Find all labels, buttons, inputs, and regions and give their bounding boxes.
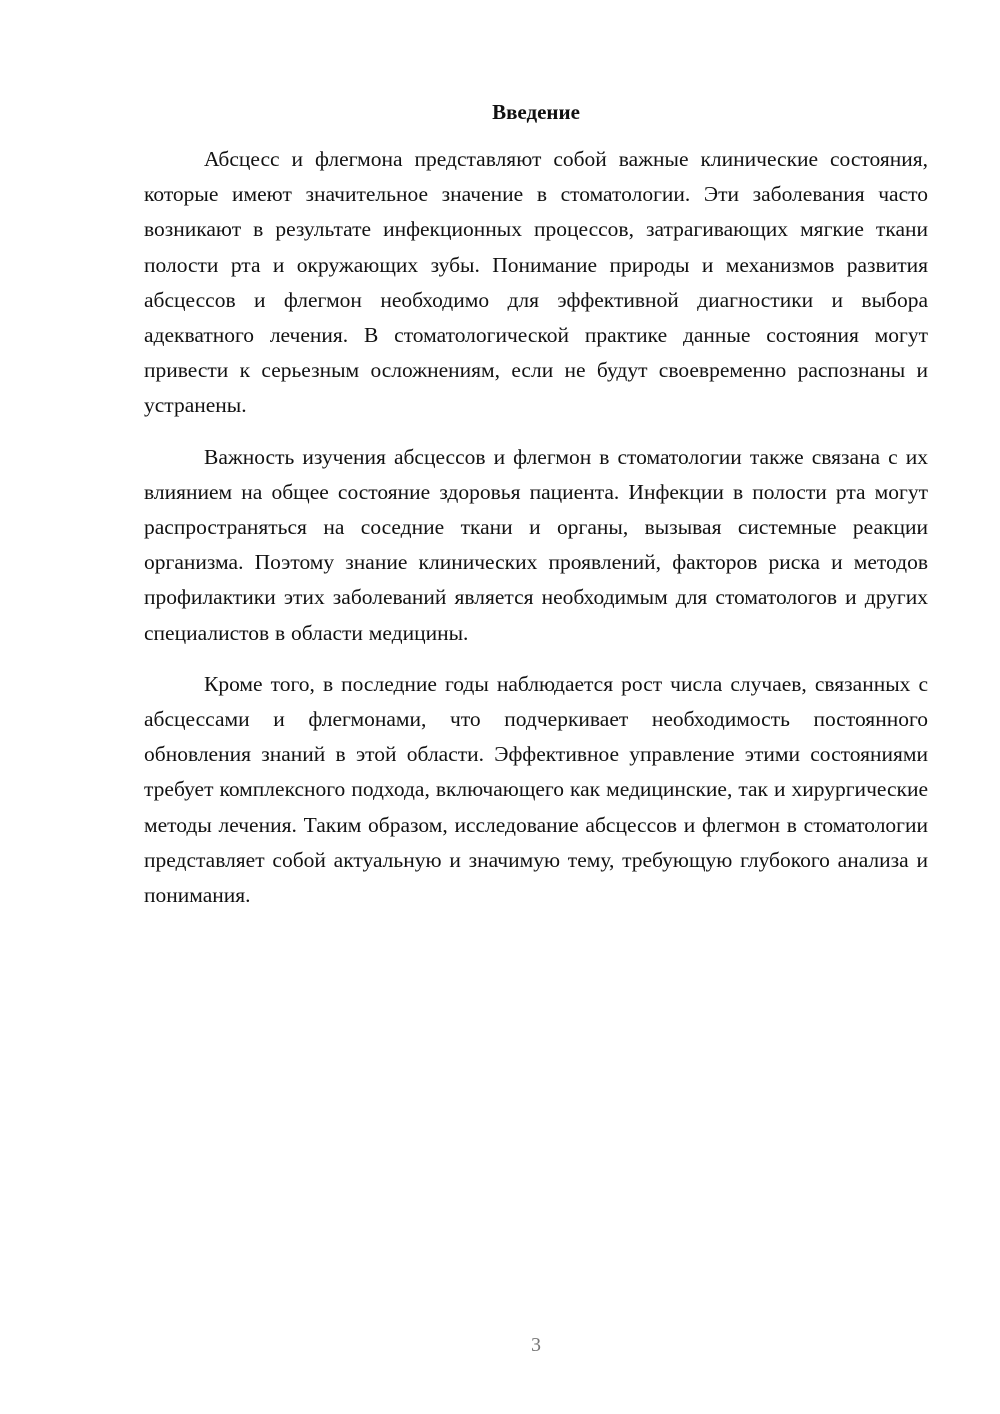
page-number: 3 [531, 1334, 541, 1356]
page-content [144, 96, 928, 913]
paragraph-2: Важность изучения абсцессов и флегмон в стоматологии также связана с их влиянием на общее состояние здоровья пациента. Инфекции в полости рта могут распространяться на соседние ткани и органы, вызывая системные реакции организма. Поэтому знание клинических проявлений, факторов риска и методов профилактики этих заболеваний является необходимым для стоматологов и других специалистов в области медицины. [144, 444, 928, 645]
paragraph-3: Кроме того, в последние годы наблюдается рост числа случаев, связанных с абсцессами и флегмонами, что подчеркивает необходимость постоянного обновления знаний в этой области. Эффективное управление этими состояниями требует комплексного подхода, включающего как медицинские, так и хирургические методы лечения. Таким образом, исследование абсцессов и флегмон в стоматологии представляет собой актуальную и значимую тему, требующую глубокого анализа и понимания. [144, 671, 928, 908]
paragraph-1: Абсцесс и флегмона представляют собой важные клинические состояния, которые имеют значительное значение в стоматологии. Эти заболевания часто возникают в результате инфекционных процессов, затрагивающих мягкие ткани полости рта и окружающих зубы. Понимание природы и механизмов развития абсцессов и флегмон необходимо для эффективной диагностики и выбора адекватного лечения. В стоматологической практике данные состояния могут привести к серьезным осложнениям, если не будут своевременно распознаны и устранены. [144, 147, 928, 418]
section-heading: Введение [492, 100, 580, 124]
